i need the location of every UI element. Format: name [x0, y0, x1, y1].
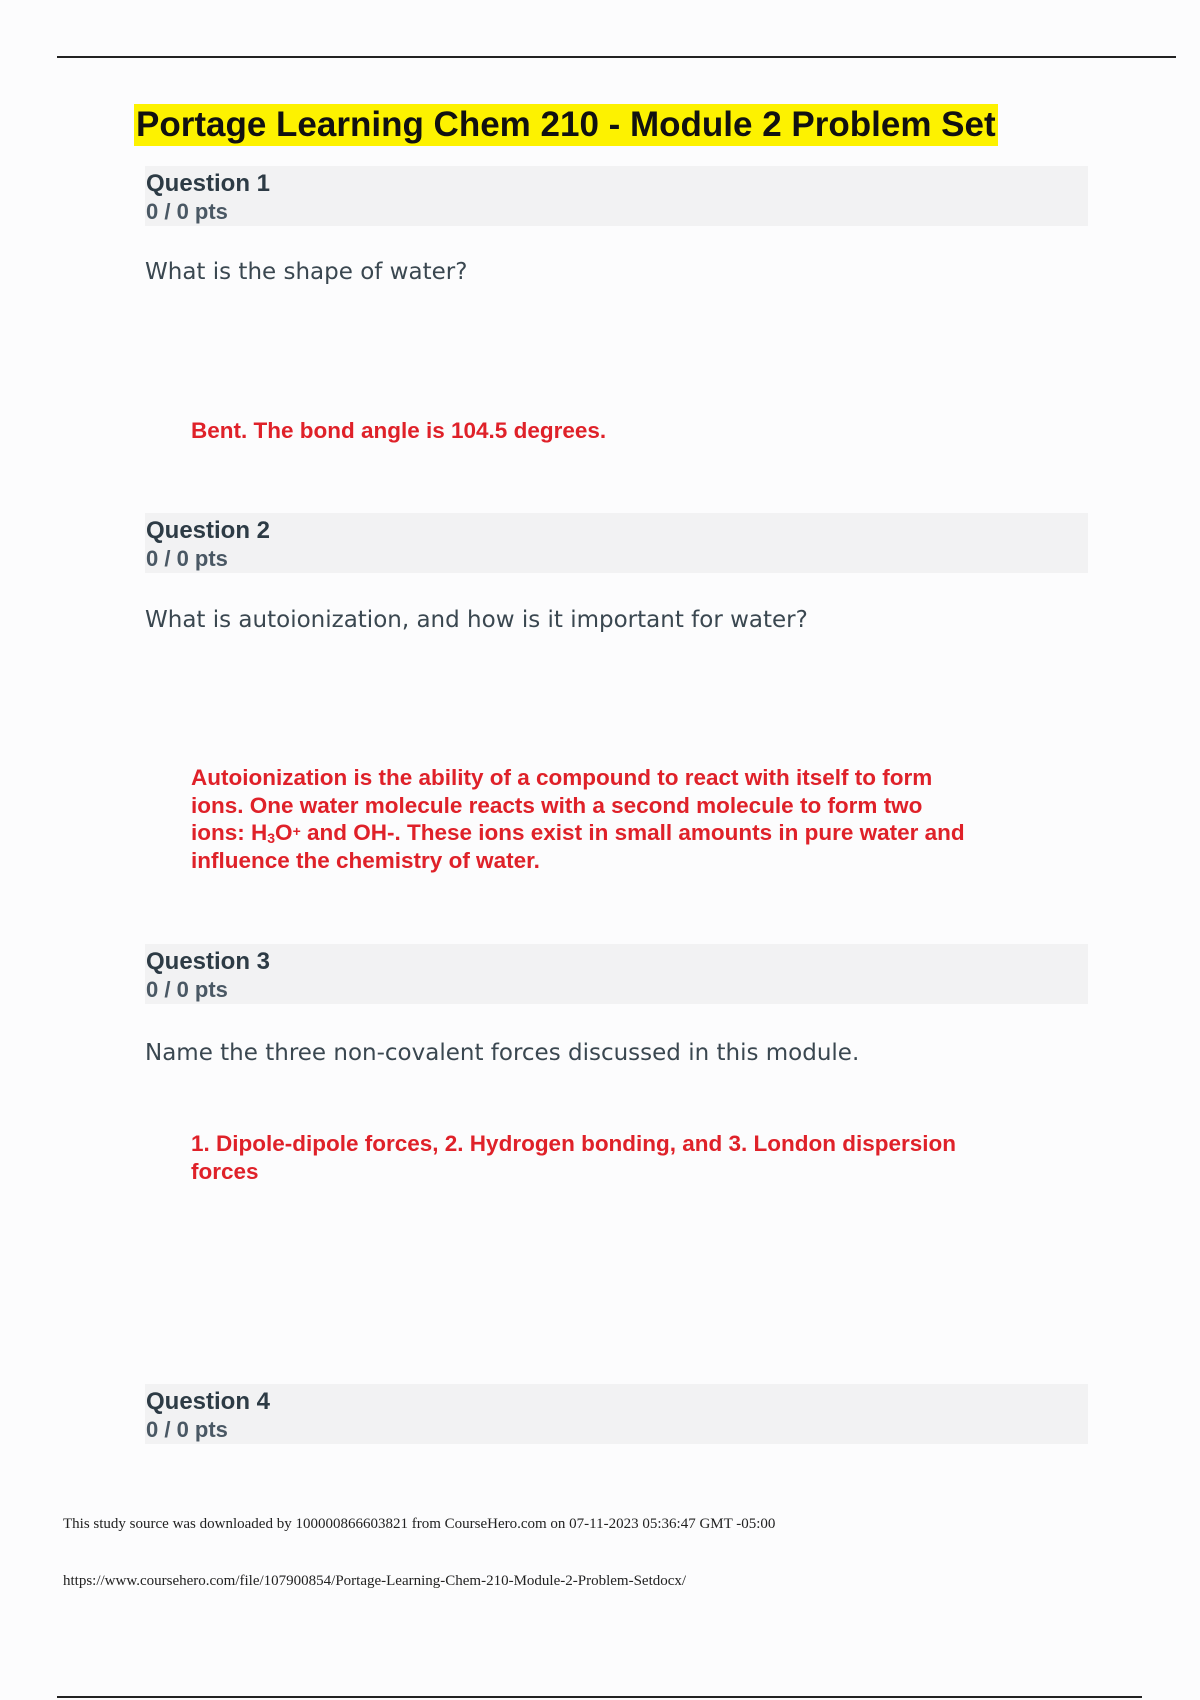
answer-line: influence the chemistry of water.: [191, 847, 540, 873]
source-url[interactable]: https://www.coursehero.com/file/107900854/Portage-Learning-Chem-210-Module-2-Problem-Setdocx/: [63, 1573, 687, 1589]
question-1-text: What is the shape of water?: [145, 259, 468, 285]
question-1-answer: Bent. The bond angle is 104.5 degrees.: [191, 418, 607, 443]
question-3-answer: [191, 1130, 1051, 1185]
bottom-divider: [57, 1696, 1142, 1698]
question-1-header: [145, 166, 1088, 226]
question-3-text: Name the three non-covalent forces discussed in this module.: [145, 1040, 860, 1066]
question-3-title: Question 3: [146, 948, 271, 975]
question-2-header: [145, 513, 1088, 573]
superscript: +: [292, 823, 301, 839]
answer-line: 1. Dipole-dipole forces, 2. Hydrogen bonding, and 3. London dispersion: [191, 1131, 957, 1156]
question-2-text: What is autoionization, and how is it important for water?: [145, 607, 808, 633]
question-4-header: [145, 1384, 1088, 1444]
answer-line: ions. One water molecule reacts with a second molecule to form two: [191, 792, 923, 818]
ions-prefix: ions: H: [191, 820, 268, 845]
answer-line: Autoionization is the ability of a compound to react with itself to form: [191, 765, 933, 790]
question-2-answer: [191, 764, 1051, 874]
page-title: Portage Learning Chem 210 - Module 2 Problem Set: [136, 105, 996, 144]
ions-mid: O: [275, 820, 293, 845]
question-4-title: Question 4: [146, 1388, 271, 1415]
ions-rest: These ions exist in small amounts in pure water and: [407, 820, 965, 845]
answer-line: [191, 819, 1051, 847]
ions-suffix: and OH-.: [300, 820, 407, 845]
question-2-points: 0 / 0 pts: [146, 546, 228, 571]
subscript: 3: [267, 830, 276, 846]
question-1-title: Question 1: [146, 170, 271, 197]
question-2-title: Question 2: [146, 517, 271, 544]
question-1-points: 0 / 0 pts: [146, 199, 228, 224]
question-3-points: 0 / 0 pts: [146, 977, 228, 1002]
question-4-points: 0 / 0 pts: [146, 1417, 228, 1442]
question-3-header: [145, 944, 1088, 1004]
top-divider: [57, 56, 1176, 58]
download-notice: This study source was downloaded by 100000866603821 from CourseHero.com on 07-11-2023 05:36:47 GMT -05:00: [63, 1516, 776, 1532]
answer-line: forces: [191, 1158, 259, 1184]
